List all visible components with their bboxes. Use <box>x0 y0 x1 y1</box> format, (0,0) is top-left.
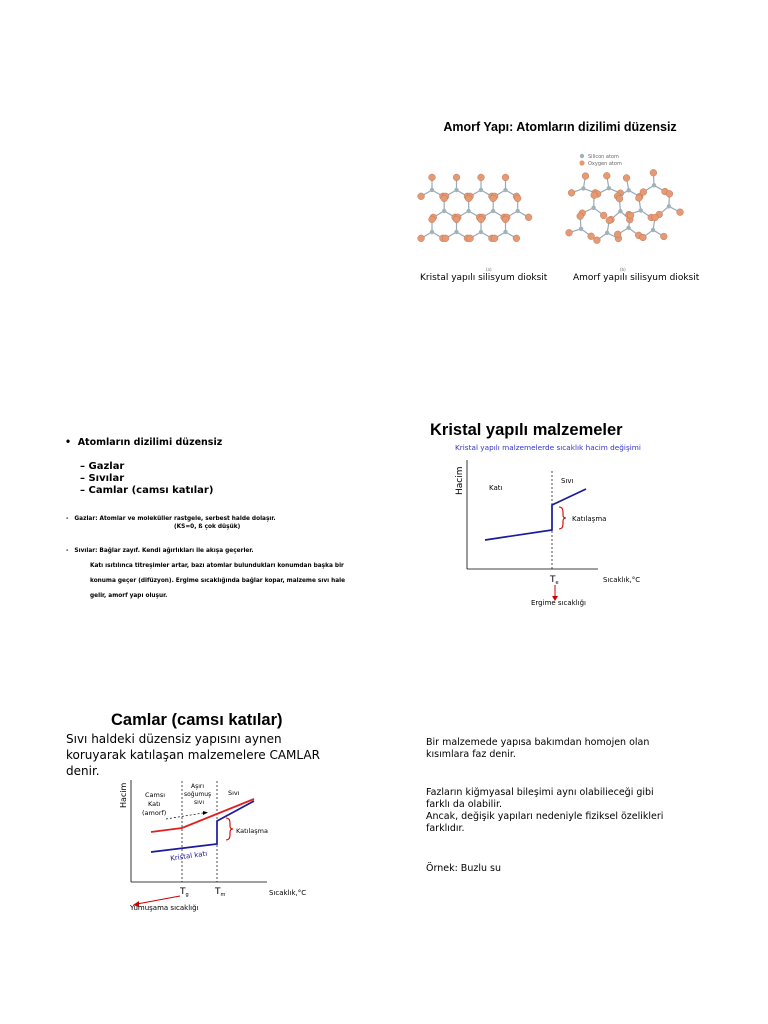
silicon-atom <box>491 209 495 213</box>
te-symbol: T <box>550 575 556 585</box>
silicon-atom <box>639 208 643 212</box>
example-text: Örnek: Buzlu su <box>426 863 501 874</box>
oxygen-atom <box>600 212 607 219</box>
list-item-text: Camlar (camsı katılar) <box>88 485 214 496</box>
oxygen-atom <box>502 174 509 181</box>
y-axis-label: Hacim <box>455 466 465 495</box>
tm-symbol: T <box>215 887 221 897</box>
oxygen-atom <box>582 173 589 180</box>
liquid-note-line: Katı ısıtılınca titreşimler artar, bazı atomlar bulundukları konumdan başka bir <box>90 563 344 569</box>
oxygen-atom-legend-icon <box>579 160 584 165</box>
glassy-label-line: Camsı <box>145 791 166 799</box>
silicon-atom <box>652 183 656 187</box>
tg-symbol: T <box>180 887 186 897</box>
glassy-label-line: Katı <box>148 800 161 808</box>
oxygen-atom <box>478 216 485 223</box>
silicon-atom <box>454 188 458 192</box>
crystalline-solid-label: Kristal katı <box>169 849 208 863</box>
definition-line: koruyarak katılaşan malzemelere CAMLAR <box>66 748 320 762</box>
silicon-atom <box>651 228 655 232</box>
oxygen-atom <box>588 233 595 240</box>
phase-text-line: kısımlara faz denir. <box>426 749 516 760</box>
y-axis-label: Hacim <box>119 782 128 808</box>
tm-subscript: m <box>220 892 226 898</box>
oxygen-atom <box>441 195 448 202</box>
amorphous-structure-title: Amorf Yapı: Atomların dizilimi düzensiz <box>443 120 677 134</box>
silicon-atom <box>605 231 609 235</box>
oxygen-atom <box>635 195 642 202</box>
supercooled-liquid-label <box>184 783 213 806</box>
silicon-atom <box>430 188 434 192</box>
solidification-label: Katılaşma <box>572 515 607 523</box>
gas-note-line: Gazlar: Atomlar ve moleküller rastgele, serbest halde dolaşır. <box>74 516 276 522</box>
panel-b-label: (b) <box>620 267 626 272</box>
glasses-definition <box>66 731 320 779</box>
phase-text-line: Fazların kiğmyasal bileşimi aynı olabilieceği gibi <box>426 787 654 798</box>
definition-line: Sıvı haldeki düzensiz yapısını aynen <box>66 732 282 746</box>
supercooled-label-line: soğumuş <box>184 791 212 798</box>
silicon-atom <box>618 209 622 213</box>
oxygen-atom <box>568 189 575 196</box>
softening-temperature-label: Yumuşama sıcaklığı <box>130 904 199 912</box>
oxygen-atom <box>627 212 634 219</box>
oxygen-atom <box>429 174 436 181</box>
silicon-atom-legend-icon <box>580 154 584 158</box>
list-item-text: Gazlar <box>88 461 125 472</box>
liquid-label: Sıvı <box>228 789 240 797</box>
silicon-atom <box>479 230 483 234</box>
oxygen-atom <box>652 214 659 221</box>
oxygen-atom <box>623 175 630 182</box>
supercooled-label-line: sıvı <box>194 799 205 806</box>
liquid-note-line: Sıvılar: Bağlar zayıf. Kendi ağırlıkları ile akışa geçerler. <box>74 548 254 554</box>
silicon-atom <box>581 186 585 190</box>
amorphous-silica-caption: Amorf yapılı silisyum dioksit <box>573 273 700 283</box>
oxygen-atom <box>514 195 521 202</box>
silicon-atom <box>667 204 671 208</box>
oxygen-atom <box>660 233 667 240</box>
bullet-icon: • <box>65 437 78 448</box>
oxygen-atom-legend-label: Oxygen atom <box>588 161 622 167</box>
list-item-glasses: – Camlar (camsı katılar) <box>80 485 214 496</box>
solidification-label: Katılaşma <box>236 827 268 835</box>
crystalline-volume-temperature-plot <box>448 455 648 615</box>
liquid-label: Sıvı <box>561 477 574 485</box>
oxygen-atom <box>442 235 449 242</box>
oxygen-atom <box>640 189 647 196</box>
gas-note-line: (KS=0, ß çok düşük) <box>174 524 241 530</box>
volume-curve <box>485 489 586 540</box>
gas-note: - Gazlar: Atomlar ve moleküller rastgele, serbest halde dolaşır. (KS=0, ß çok düşük) <box>66 512 276 535</box>
phase-definition <box>426 737 726 761</box>
oxygen-atom <box>606 217 613 224</box>
list-item-liquids: – Sıvılar <box>80 473 125 484</box>
disordered-arrangement-bullet <box>65 437 222 448</box>
definition-line: denir. <box>66 764 100 778</box>
te-subscript: e <box>555 580 559 586</box>
oxygen-atom <box>616 195 623 202</box>
te-label <box>549 575 559 586</box>
silicon-atom <box>591 206 595 210</box>
solid-label: Katı <box>489 484 503 492</box>
x-axis-label: Sıcaklık,°C <box>269 889 307 897</box>
oxygen-atom <box>666 190 673 197</box>
oxygen-atom <box>513 235 520 242</box>
solidification-brace <box>559 507 566 529</box>
tg-label <box>179 887 189 898</box>
oxygen-atom <box>591 192 598 199</box>
list-item-gases: – Gazlar <box>80 461 125 472</box>
crystal-silica-caption: Kristal yapılı silisyum dioksit <box>420 273 548 283</box>
melting-temperature-label: Ergime sıcaklığı <box>531 599 586 607</box>
oxygen-atom <box>594 237 601 244</box>
solidification-brace <box>226 818 233 840</box>
liquid-note-line: gelir, amorf yapı oluşur. <box>90 593 168 599</box>
phase-text-line: Ancak, değişik yapıları nedeniyle fiziksel özelikleri <box>426 811 664 822</box>
bullet-text: Atomların dizilimi düzensiz <box>77 437 223 448</box>
silicon-atom <box>627 188 631 192</box>
oxygen-atom <box>418 235 425 242</box>
supercooled-label-line: Aşırı <box>191 783 205 790</box>
oxygen-atom <box>453 174 460 181</box>
oxygen-atom <box>677 209 684 216</box>
amorphous-silica-lattice <box>566 169 684 243</box>
glassy-solid-label <box>142 791 167 817</box>
oxygen-atom <box>603 172 610 179</box>
crystalline-subtitle: Kristal yapılı malzemelerde sıcaklık hacim değişimi <box>455 443 641 452</box>
phase-text-line: farklıdır. <box>426 823 465 834</box>
oxygen-atom <box>577 213 584 220</box>
liquid-note-line: konuma geçer (difüzyon). Ergime sıcaklığında bağlar kopar, malzeme sıvı hale <box>90 578 346 584</box>
phase-text-line: Bir malzemede yapısa bakımdan homojen olan <box>426 737 650 748</box>
tg-subscript: g <box>185 892 189 898</box>
oxygen-atom <box>465 195 472 202</box>
list-item-text: Sıvılar <box>88 473 125 484</box>
silicon-atom <box>466 209 470 213</box>
silicon-atom <box>454 230 458 234</box>
silicon-atom <box>607 186 611 190</box>
liquid-note: - Sıvılar: Bağlar zayıf. Kendi ağırlıkları ile akışa geçerler. Katı ısıtılınca titreşimler artar, bazı atomlar bulundukları konumdan başka bir konuma geçer (difüzyon). Ergime sıcaklığında bağlar kopar, malzeme sıvı hale gelir, amorf yapı oluşur. <box>66 544 345 604</box>
oxygen-atom <box>490 195 497 202</box>
silicon-atom <box>503 188 507 192</box>
oxygen-atom <box>478 174 485 181</box>
silicon-atom <box>503 230 507 234</box>
oxygen-atom <box>429 216 436 223</box>
oxygen-atom <box>453 216 460 223</box>
x-axis-label: Sıcaklık,°C <box>603 576 641 584</box>
oxygen-atom <box>566 229 573 236</box>
oxygen-atom <box>502 216 509 223</box>
oxygen-atom <box>525 214 532 221</box>
oxygen-atom <box>640 234 647 241</box>
silicon-atom-legend-label: Silicon atom <box>588 154 619 160</box>
silicon-atom <box>626 226 630 230</box>
crystal-silica-lattice <box>418 174 532 242</box>
panel-a-label: (a) <box>486 267 492 272</box>
silica-structure-diagrams <box>410 148 710 283</box>
glasses-title: Camlar (camsı katılar) <box>111 711 283 729</box>
oxygen-atom <box>614 231 621 238</box>
phase-composition-text <box>426 787 726 835</box>
phase-text-line: farklı da olabilir. <box>426 799 503 810</box>
tm-label <box>214 887 226 898</box>
silicon-atom <box>479 188 483 192</box>
oxygen-atom <box>650 169 657 176</box>
softening-arrow <box>137 896 180 904</box>
silicon-atom <box>442 209 446 213</box>
silicon-atom <box>515 209 519 213</box>
oxygen-atom <box>418 193 425 200</box>
silicon-atom <box>579 227 583 231</box>
glass-volume-temperature-plot <box>112 775 327 915</box>
supercooled-arrow-head-icon <box>203 811 208 815</box>
atom-legend <box>579 154 622 167</box>
supercooled-arrow-line <box>166 813 203 819</box>
silicon-atom <box>430 230 434 234</box>
glassy-label-line: (amorf) <box>142 809 167 817</box>
oxygen-atom <box>491 235 498 242</box>
crystalline-materials-title: Kristal yapılı malzemeler <box>430 421 623 439</box>
oxygen-atom <box>467 235 474 242</box>
